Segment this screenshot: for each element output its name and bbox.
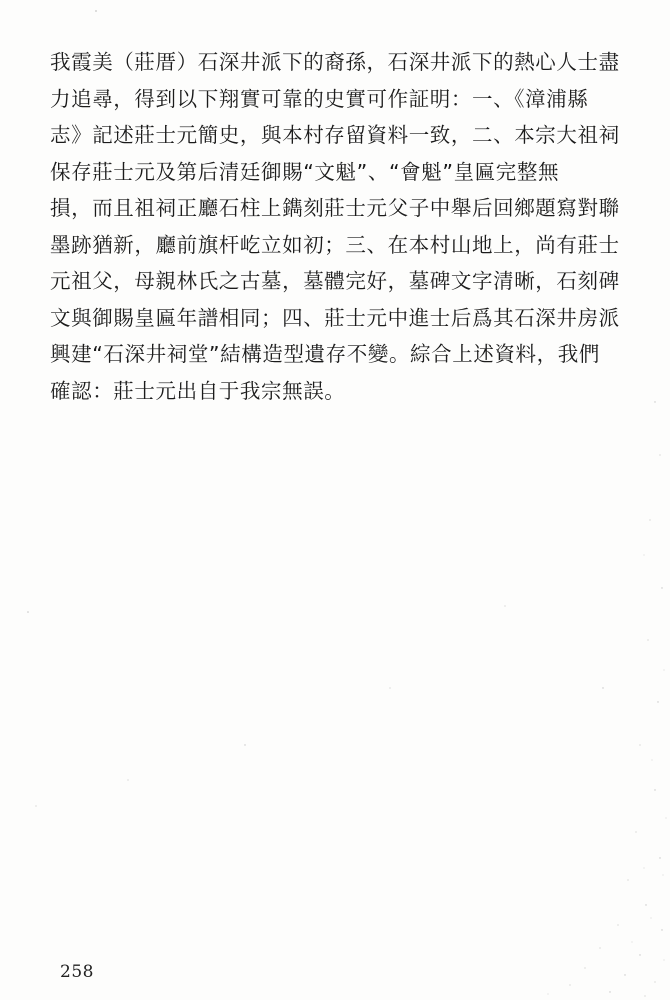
text-line: 墨跡猶新，廳前旗杆屹立如初；三、在本村山地上，尚有莊士 — [50, 232, 620, 257]
page-number: 258 — [60, 962, 94, 982]
text-line: 興建“石深井祠堂”結構造型遺存不變。綜合上述資料，我們 — [50, 342, 600, 366]
text-line: 元祖父，母親林氏之古墓，墓體完好，墓碑文字清晰，石刻碑 — [50, 269, 620, 293]
text-line: 志》記述莊士元簡史，與本村存留資料一致，二、本宗大祖祠 — [50, 123, 620, 147]
text-line: 確認：莊士元出自于我宗無誤。 — [50, 378, 346, 403]
text-line: 我霞美（莊厝）石深井派下的裔孫，石深井派下的熱心人士盡 — [50, 50, 620, 74]
text-line: 力追尋，得到以下翔實可靠的史實可作証明：一、《漳浦縣 — [50, 86, 589, 111]
body-paragraph — [50, 44, 630, 409]
text-line: 文與御賜皇匾年譜相同；四、莊士元中進士后爲其石深井房派 — [50, 305, 620, 330]
text-line: 損，而且祖祠正廳石柱上鐫刻莊士元父子中舉后回鄉題寫對聯 — [50, 196, 620, 220]
text-line: 保存莊士元及第后清廷御賜“文魁”、“會魁”皇匾完整無 — [50, 159, 560, 184]
